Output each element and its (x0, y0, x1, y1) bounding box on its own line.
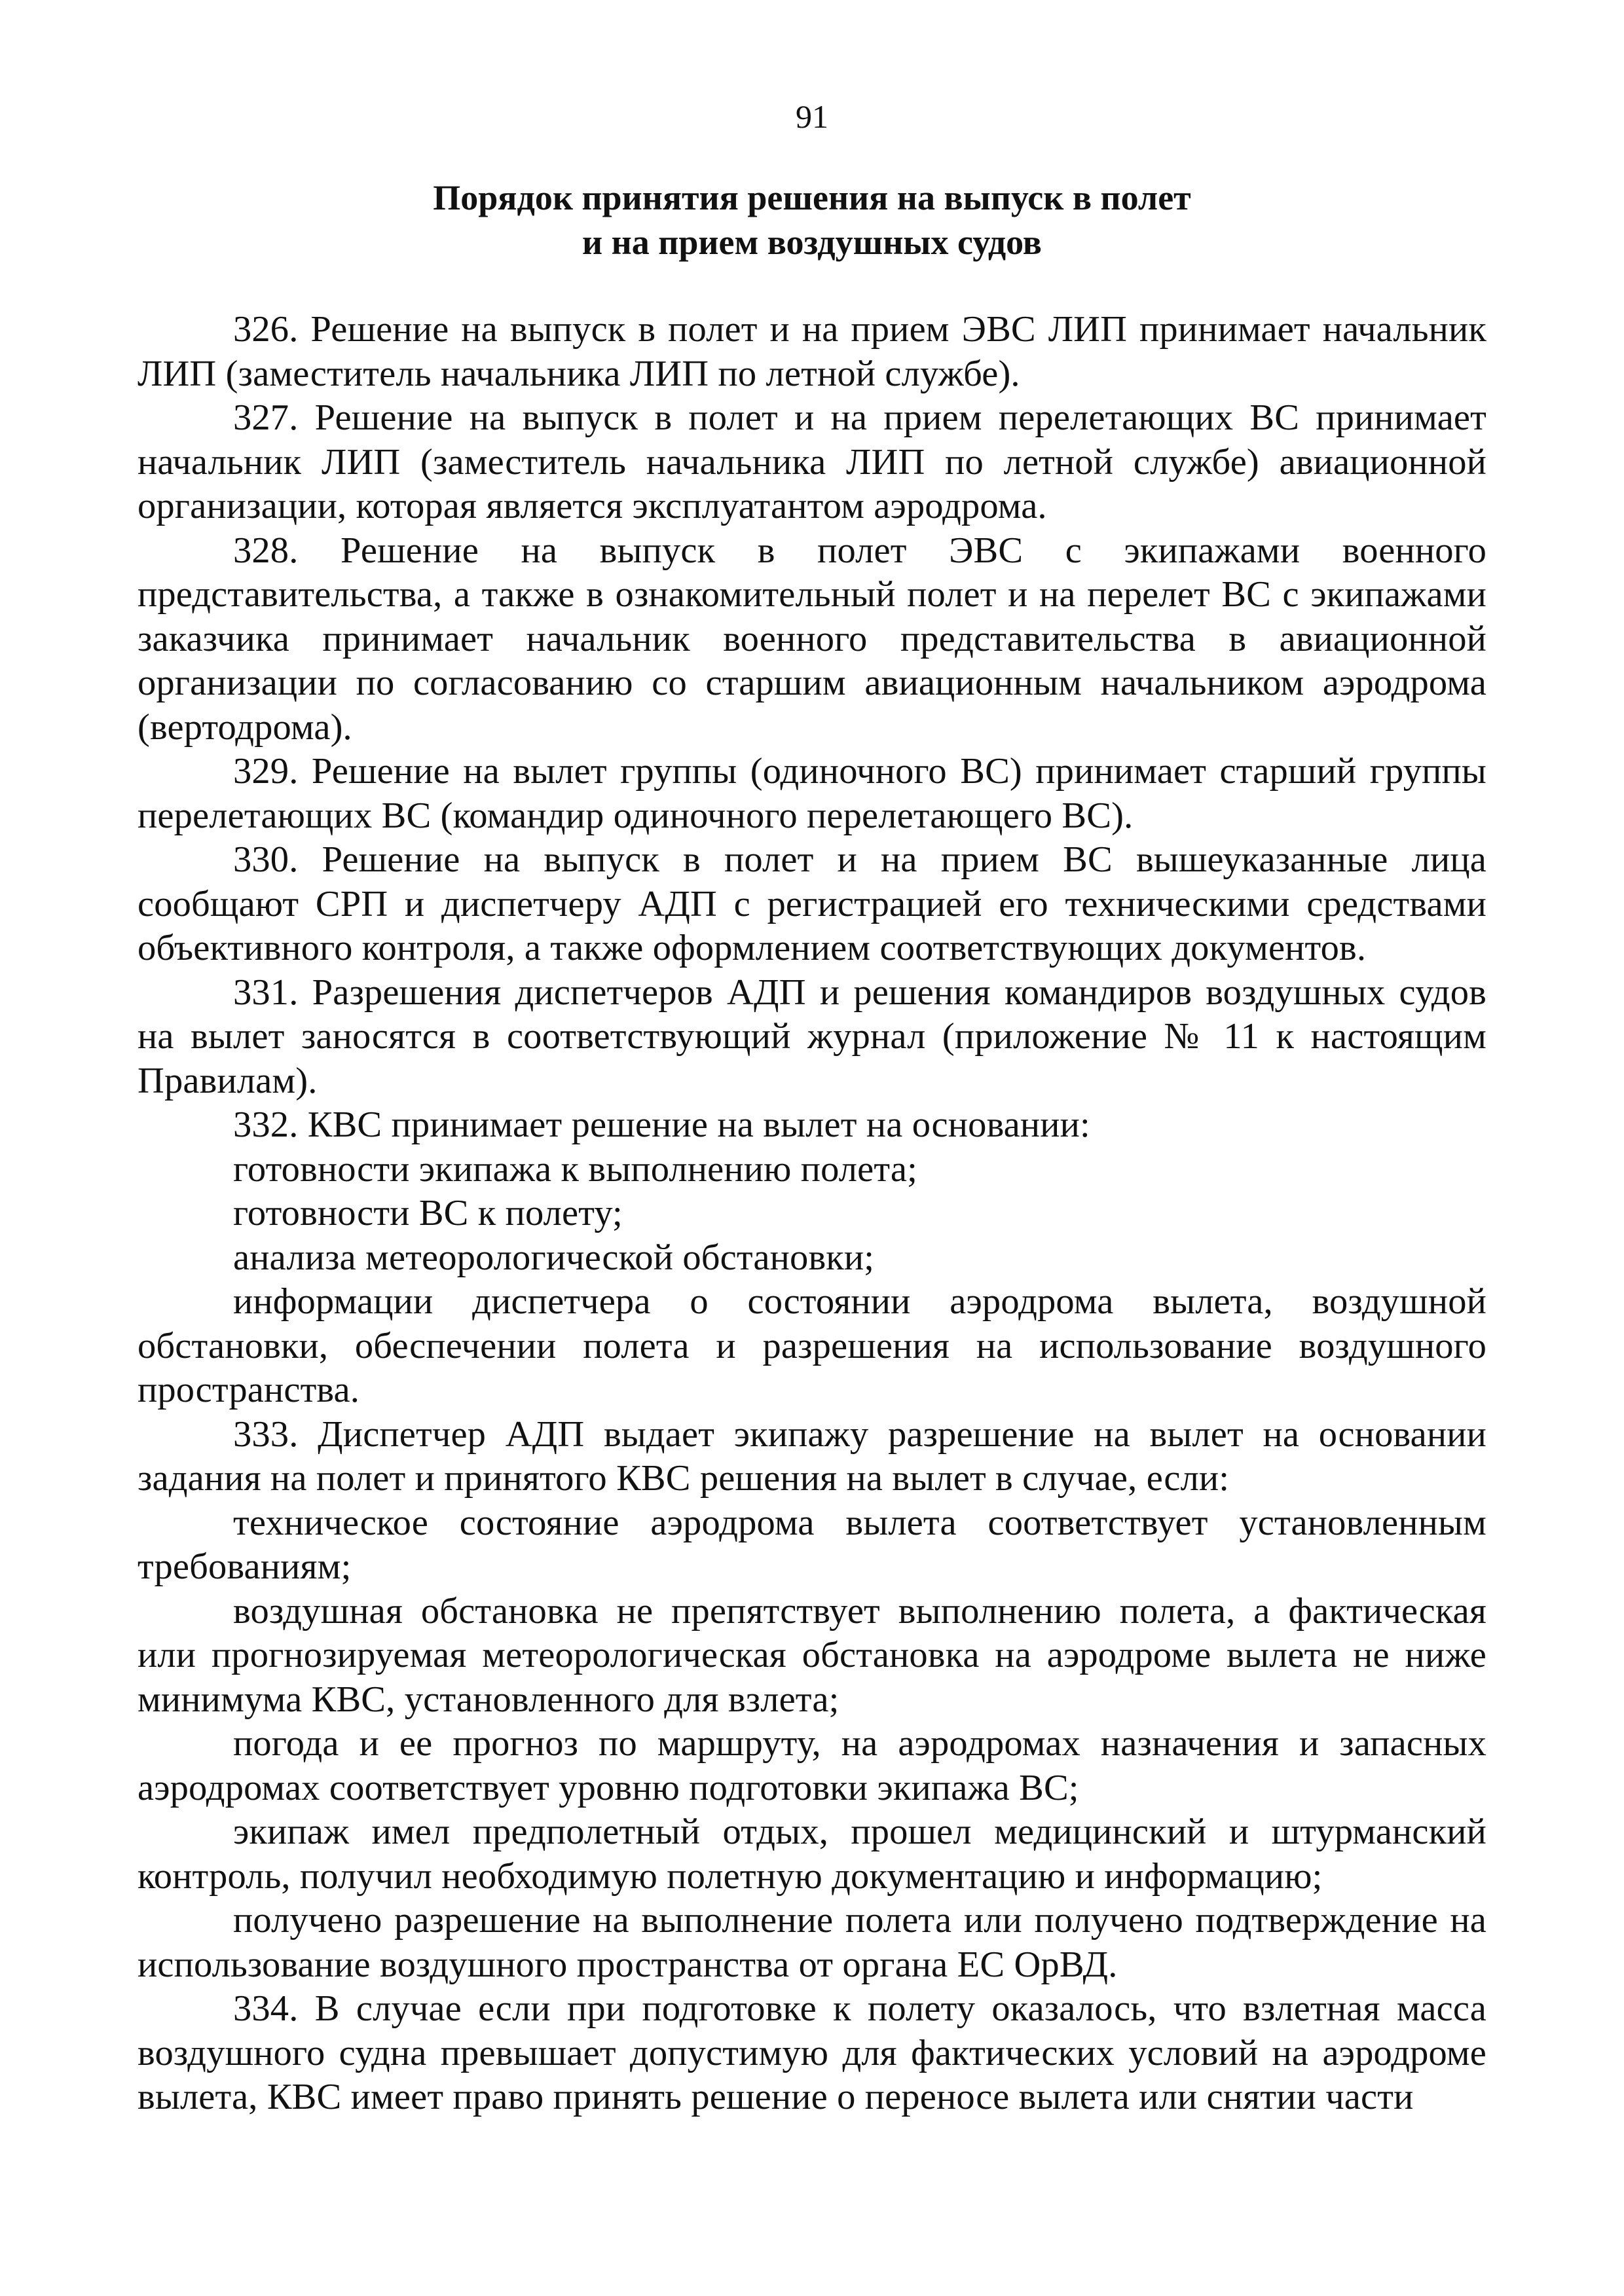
list-item-air-situation: воздушная обстановка не препятствует выполнению полета, а фактическая или прогнозируемая метеорологическая обстановка на аэродроме вылета не ниже минимума КВС, установленного для взлета; (138, 1590, 1486, 1720)
list-item-crew-control: экипаж имел предполетный отдых, прошел медицинский и штурманский контроль, получил необходимую полетную документацию и информацию; (138, 1812, 1486, 1897)
section-title-line-1: Порядок принятия решения на выпуск в полет (433, 178, 1191, 217)
list-item-route-weather: погода и ее прогноз по маршруту, на аэродромах назначения и запасных аэродромах соответствует уровню подготовки экипажа ВС; (138, 1723, 1486, 1808)
paragraph-329: 329. Решение на вылет группы (одиночного ВС) принимает старший группы перелетающих ВС (командир одиночного перелетающего ВС). (138, 751, 1486, 836)
document-body (138, 308, 1486, 2120)
list-item-aerodrome-condition: техническое состояние аэродрома вылета соответствует установленным требованиям; (138, 1502, 1486, 1587)
list-item-airspace-permission: получено разрешение на выполнение полета или получено подтверждение на использование воздушного пространства от органа ЕС ОрВД. (138, 1900, 1486, 1985)
paragraph-333: 333. Диспетчер АДП выдает экипажу разрешение на вылет на основании задания на полет и принятого КВС решения на вылет в случае, если: (138, 1413, 1486, 1499)
paragraph-327: 327. Решение на выпуск в полет и на прием перелетающих ВС принимает начальник ЛИП (заместитель начальника ЛИП по летной службе) авиационной организации, которая является эксплуатантом аэродрома. (138, 397, 1486, 526)
paragraph-331: 331. Разрешения диспетчеров АДП и решения командиров воздушных судов на вылет заносятся в соответствующий журнал (приложение № 11 к настоящим Правилам). (138, 972, 1486, 1101)
paragraph-332: 332. КВС принимает решение на вылет на основании: (233, 1104, 1090, 1145)
list-item-dispatcher-info: информации диспетчера о состоянии аэродрома вылета, воздушной обстановки, обеспечении полета и разрешения на использование воздушного пространства. (138, 1281, 1486, 1410)
section-title-line-2: и на прием воздушных судов (582, 223, 1042, 262)
paragraph-326: 326. Решение на выпуск в полет и на прием ЭВС ЛИП принимает начальник ЛИП (заместитель начальника ЛИП по летной службе). (138, 309, 1486, 394)
paragraph-328: 328. Решение на выпуск в полет ЭВС с экипажами военного представительства, а также в ознакомительный полет и на перелет ВС с экипажами заказчика принимает начальник военного представительства в авиационной организации по согласованию со старшим авиационным начальником аэродрома (вертодрома). (138, 530, 1486, 748)
list-item-crew-readiness: готовности экипажа к выполнению полета; (233, 1148, 917, 1190)
list-item-weather-analysis: анализа метеорологической обстановки; (233, 1237, 875, 1278)
page-number: 91 (796, 98, 828, 135)
list-item-aircraft-readiness: готовности ВС к полету; (233, 1193, 623, 1233)
paragraph-330: 330. Решение на выпуск в полет и на прием ВС вышеуказанные лица сообщают СРП и диспетчеру АДП с регистрацией его техническими средствами объективного контроля, а также оформлением соответствующих документов. (138, 839, 1486, 968)
paragraph-334: 334. В случае если при подготовке к полету оказалось, что взлетная масса воздушного судна превышает допустимую для фактических условий на аэродроме вылета, КВС имеет право принять решение о переносе вылета или снятии части (138, 1988, 1486, 2117)
section-title (138, 175, 1486, 264)
